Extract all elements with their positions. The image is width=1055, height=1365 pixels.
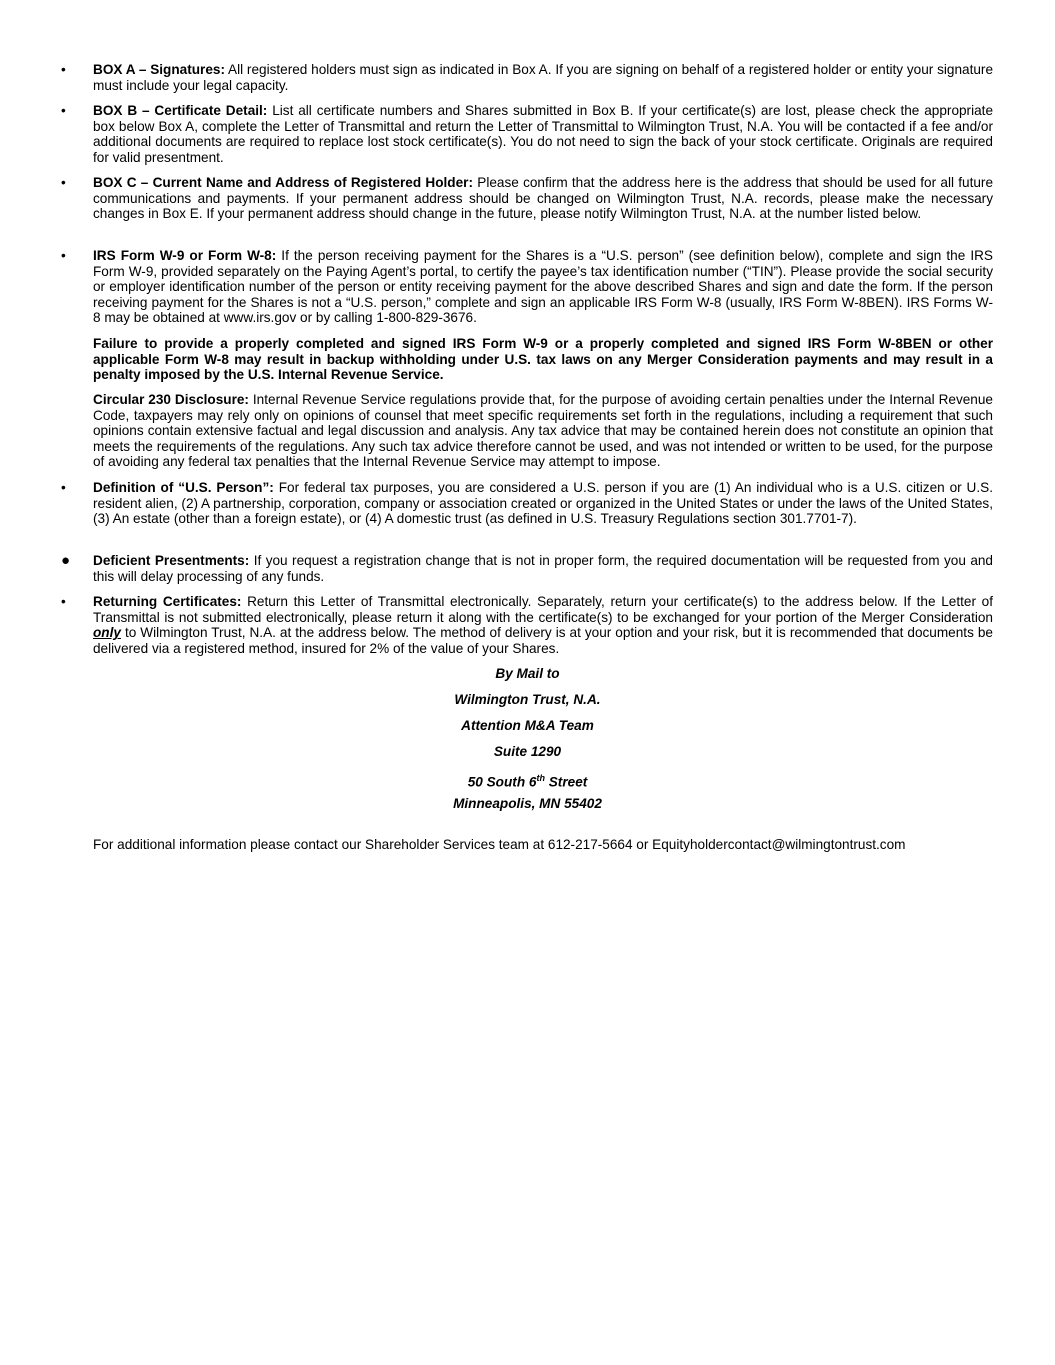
address-line-5-pre: 50 South 6 <box>467 774 537 790</box>
definition-item <box>61 480 993 527</box>
returning-emphasis: only <box>93 625 121 641</box>
deficient-item <box>61 552 993 584</box>
box-b-item <box>61 103 994 165</box>
returning-item <box>61 594 993 656</box>
returning-title: Returning Certificates: <box>93 594 242 609</box>
address-line-5 <box>0 770 1055 791</box>
bullet: • <box>61 594 66 609</box>
bullet: • <box>61 480 66 495</box>
box-b-text: List all certificate numbers and Shares submitted in Box B. If your certificate(s) are lost, please check the appropriate box below Box A, complete the Letter of Transmittal and return the Letter of Transmittal to Wilmington Trust, N.A. You will be contacted if a fee and/or additional documents are required to replace lost stock certificate(s). You do not need to sign the back of your stock certificate. Originals are required for valid presentment. <box>93 103 994 165</box>
box-c-text: Please confirm that the address here is the address that should be used for all future communications and payments. If your permanent address should be changed on Wilmington Trust, N.A. records, please make the necessary changes in Box E. If your permanent address should change in the future, please notify Wilmington Trust, N.A. at the number listed below. <box>93 175 994 222</box>
address-line-2: Wilmington Trust, N.A. <box>454 692 601 707</box>
irs-form-item <box>61 248 993 326</box>
circular-230-paragraph <box>93 392 993 470</box>
address-line-5-post: Street <box>544 774 588 790</box>
bullet: • <box>61 62 66 77</box>
address-line-5-sup: th <box>536 773 545 783</box>
address-line-3: Attention M&A Team <box>461 718 594 733</box>
deficient-text: If you request a registration change that is not in proper form, the required documentation will be requested from you and this will delay processing of any funds. <box>93 553 993 584</box>
failure-text: Failure to provide a properly completed and signed IRS Form W-9 or a properly completed and signed IRS Form W-8BEN or other applicable Form W-8 may result in backup withholding under U.S. tax laws on any Merger Consideration payments and may result in a penalty imposed by the U.S. Internal Revenue Service. <box>93 336 993 383</box>
box-c-title: BOX C – Current Name and Address of Registered Holder: <box>93 175 473 190</box>
box-a-text: All registered holders must sign as indicated in Box A. If you are signing on behalf of a registered holder or entity your signature must include your legal capacity. <box>93 62 994 93</box>
box-b-title: BOX B – Certificate Detail: <box>93 103 268 118</box>
box-a-title: BOX A – Signatures: <box>93 62 225 77</box>
circular-title: Circular 230 Disclosure: <box>93 392 249 407</box>
bullet: • <box>61 248 66 263</box>
box-a-item <box>61 62 994 93</box>
address-line-6: Minneapolis, MN 55402 <box>453 796 602 811</box>
box-c-item <box>61 175 994 222</box>
bullet: • <box>61 175 66 190</box>
address-line-4: Suite 1290 <box>493 744 562 759</box>
definition-text: For federal tax purposes, you are considered a U.S. person if you are (1) An individual who is a U.S. citizen or U.S. resident alien, (2) A partnership, corporation, company or association created or organized in the United States or under the laws of the United States, (3) An estate (other than a foreign estate), or (4) A domestic trust (as defined in U.S. Treasury Regulations section 301.7701-7). <box>93 480 993 527</box>
returning-text-2: to Wilmington Trust, N.A. at the address below. The method of delivery is at your option and your risk, but it is recommended that documents be delivered via a registered method, insured for 2% of the value of your Shares. <box>93 625 993 656</box>
irs-text: If the person receiving payment for the Shares is a “U.S. person” (see definition below), complete and sign the IRS Form W-9, provided separately on the Paying Agent’s portal, to certify the payee’s tax identification number (“TIN”). Please provide the social security or employer identification number of the person or entity receiving payment for the above described Shares and sign and date the form. If the person receiving payment for the Shares is not a “U.S. person,” complete and sign an applicable IRS Form W-8 (usually, IRS Form W-8BEN). IRS Forms W-8 may be obtained at www.irs.gov or by calling 1-800-829-3676. <box>93 248 993 326</box>
deficient-title: Deficient Presentments: <box>93 553 250 568</box>
definition-title: Definition of “U.S. Person”: <box>93 480 274 495</box>
circular-text: Internal Revenue Service regulations provide that, for the purpose of avoiding certain penalties under the Internal Revenue Code, taxpayers may rely only on opinions of counsel that meet specific requirements set forth in the regulations, including a requirement that such opinions contain extensive factual and legal discussion and analysis. Any tax advice that may be contained herein does not constitute an opinion that meets the requirements of the regulations. Any such tax advice therefore cannot be used, and was not intended or written to be used, for the purpose of avoiding any federal tax penalties that the Internal Revenue Service may attempt to impose. <box>93 392 993 470</box>
irs-title: IRS Form W-9 or Form W-8: <box>93 248 277 263</box>
returning-text-1: Return this Letter of Transmittal electronically. Separately, return your certificate(s) to the address below. If the Letter of Transmittal is not submitted electronically, please return it along with the certificate(s) to be exchanged for your portion of the Merger Consideration <box>93 594 993 625</box>
bullet: • <box>61 103 66 118</box>
failure-warning <box>93 336 993 383</box>
bullet: ● <box>61 552 71 569</box>
address-line-1: By Mail to <box>495 666 560 681</box>
footer-contact: For additional information please contact our Shareholder Services team at 612-217-5664 or Equityholdercontact@wilmingtontrust.com <box>93 837 906 852</box>
